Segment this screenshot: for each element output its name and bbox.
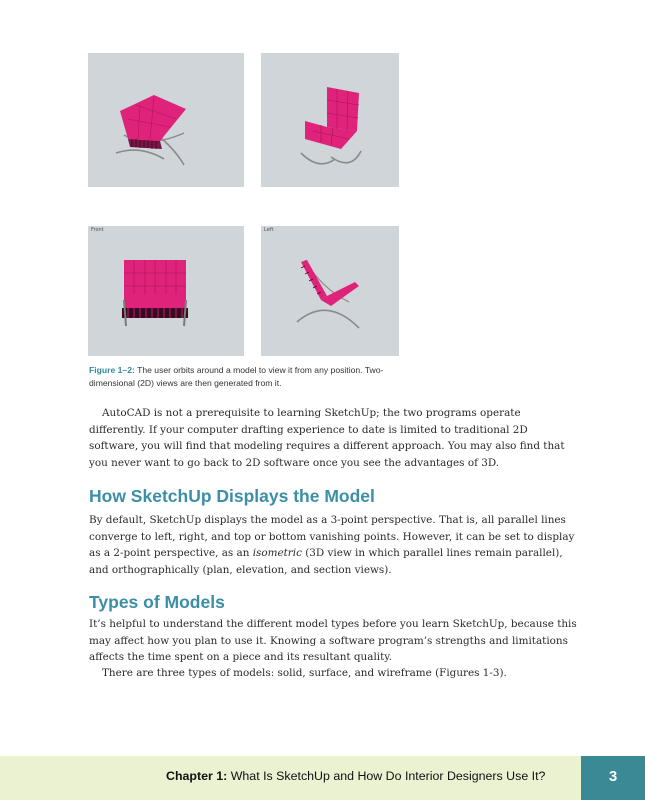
left-view-panel (261, 226, 399, 356)
figure-caption (89, 364, 419, 390)
chair-front-illustration (88, 226, 244, 356)
chair-orbit-1-illustration (88, 53, 244, 187)
orbit-view-1-panel (88, 53, 244, 187)
page-number-box (581, 756, 645, 800)
paragraph-three-types: There are three types of models: solid, surface, and wireframe (Figures 1-3). (102, 667, 507, 679)
front-view-label: Front (91, 227, 104, 233)
paragraph-perspective-text-1: By default, SketchUp displays the model as a 3-point perspective. That is, all parallel lines converge to left, right, and top or bottom vanishing points. However, it can be set to display as a 2-point perspective, as an (89, 514, 575, 560)
page-footer (0, 756, 645, 800)
paragraph-autocad: AutoCAD is not a prerequisite to learning SketchUp; the two programs operate differently. If your computer drafting experience to date is limited to traditional 2D software, you will find that modeling requires a different approach. You may also find that you never want to go back to 2D software once you see the advantages of 3D. (89, 407, 565, 469)
front-view-panel (88, 226, 244, 356)
heading-types-of-models: Types of Models (89, 592, 225, 612)
figure-caption-label: Figure 1–2: (89, 365, 135, 375)
orbit-view-2-panel (261, 53, 399, 187)
chapter-title (166, 769, 545, 783)
chair-left-illustration (261, 226, 399, 356)
paragraph-perspective-text-2: (3D view in which parallel lines remain parallel), and orthographically (plan, elevation, and section views). (89, 547, 563, 576)
chapter-name: What Is SketchUp and How Do Interior Designers Use It? (227, 769, 546, 783)
paragraph-perspective (89, 512, 579, 578)
paragraph-model-types: It’s helpful to understand the different model types before you learn SketchUp, because this may affect how you plan to use it. Knowing a software program’s strengths and limitations affects the time spent on a piece and its resultant quality. (89, 618, 577, 664)
left-view-label: Left (264, 227, 274, 233)
chapter-label: Chapter 1: (166, 769, 228, 783)
figure-caption-text: The user orbits around a model to view it from any position. Two-dimensional (2D) views are then generated from it. (89, 365, 384, 388)
page-number: 3 (608, 768, 618, 785)
chair-orbit-2-illustration (261, 53, 399, 187)
heading-how-sketchup-displays: How SketchUp Displays the Model (89, 486, 375, 506)
isometric-term: isometric (252, 547, 302, 560)
